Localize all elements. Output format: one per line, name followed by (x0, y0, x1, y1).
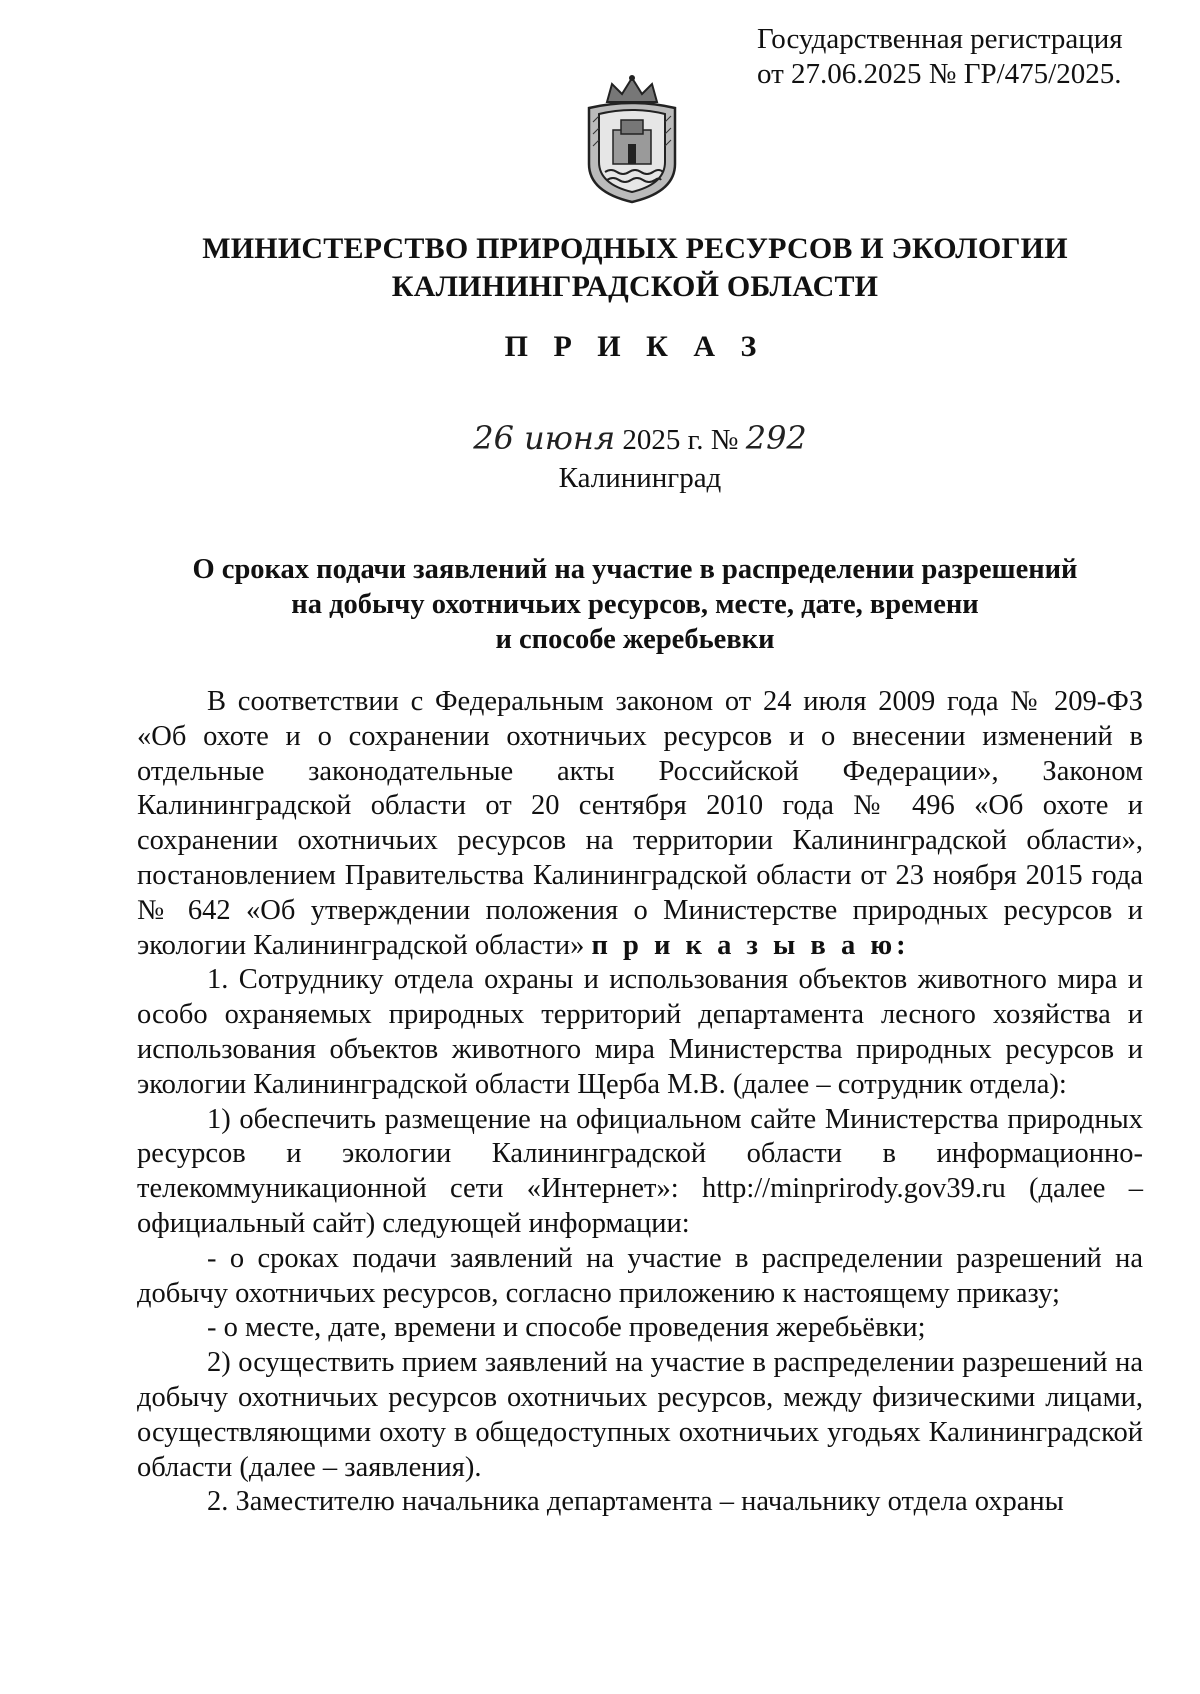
item-2: 2. Заместителю начальника департамента – начальнику отдела охраны (207, 1486, 1064, 1518)
order-year-number-label: 2025 г. № (622, 424, 739, 456)
coat-of-arms-icon (577, 72, 687, 204)
preamble-paragraph (137, 685, 1143, 963)
preamble-text: В соответствии с Федеральным законом от 24 июля 2009 года № 209-ФЗ «Об охоте и о сохранении охотничьих ресурсов и о внесении изменений в отдельные законодательные акты Российской Федерации», Законом Калининградской области от 20 сентября 2010 года № 496 «Об охоте и сохранении охотничьих ресурсов на территории Калининградской области», постановлением Правительства Калининградской области от 23 ноября 2015 года № 642 «Об утверждении положения о Министерстве природных ресурсов и экологии Калининградской области» (137, 686, 1143, 961)
item-1-1-a: - о сроках подачи заявлений на участие в распределении разрешений на добычу охотничьих ресурсов, согласно приложению к настоящему приказу; (137, 1242, 1143, 1309)
ministry-title (160, 230, 1110, 306)
city: Калининград (558, 462, 722, 494)
document-type: П Р И К А З (504, 330, 766, 363)
ministry-line-2: КАЛИНИНГРАДСКОЙ ОБЛАСТИ (391, 270, 879, 303)
order-subject (175, 552, 1095, 657)
handwritten-date: 26 июня (473, 419, 616, 457)
item-1-2: 2) осуществить прием заявлений на участие в распределении разрешений на добычу охотничьих ресурсов охотничьих ресурсов, между физическими лицами, осуществляющими охоту в общедоступных охотничьих угодьях Калининградской области (далее – заявления). (137, 1347, 1143, 1483)
item-1-1-b: - о месте, дате, времени и способе проведения жеребьёвки; (207, 1312, 926, 1344)
order-directive: п р и к а з ы в а ю: (591, 929, 910, 961)
registration-line-1: Государственная регистрация (757, 23, 1123, 55)
order-date-line (415, 420, 865, 458)
subject-line-3: и способе жеребьевки (495, 624, 775, 655)
item-1: 1. Сотруднику отдела охраны и использования объектов животного мира и особо охраняемых природных территорий департамента лесного хозяйства и использования объектов животного мира Министерства природных ресурсов и экологии Калининградской области Щерба М.В. (далее – сотрудник отдела): (137, 964, 1143, 1100)
ministry-line-1: МИНИСТЕРСТВО ПРИРОДНЫХ РЕСУРСОВ И ЭКОЛОГИИ (202, 232, 1068, 265)
handwritten-order-number: 292 (745, 419, 807, 457)
subject-line-1: О сроках подачи заявлений на участие в распределении разрешений (192, 554, 1078, 585)
registration-line-2: от 27.06.2025 № ГР/475/2025. (757, 58, 1122, 90)
item-1-1: 1) обеспечить размещение на официальном сайте Министерства природных ресурсов и экологии Калининградской области в информационно-телекоммуникационной сети «Интернет»: http://minprirody.gov39.ru (далее – официальный сайт) следующей информации: (137, 1103, 1143, 1239)
order-body (137, 685, 1143, 1520)
registration-stamp (757, 22, 1177, 92)
subject-line-2: на добычу охотничьих ресурсов, месте, дате, времени (291, 589, 979, 620)
